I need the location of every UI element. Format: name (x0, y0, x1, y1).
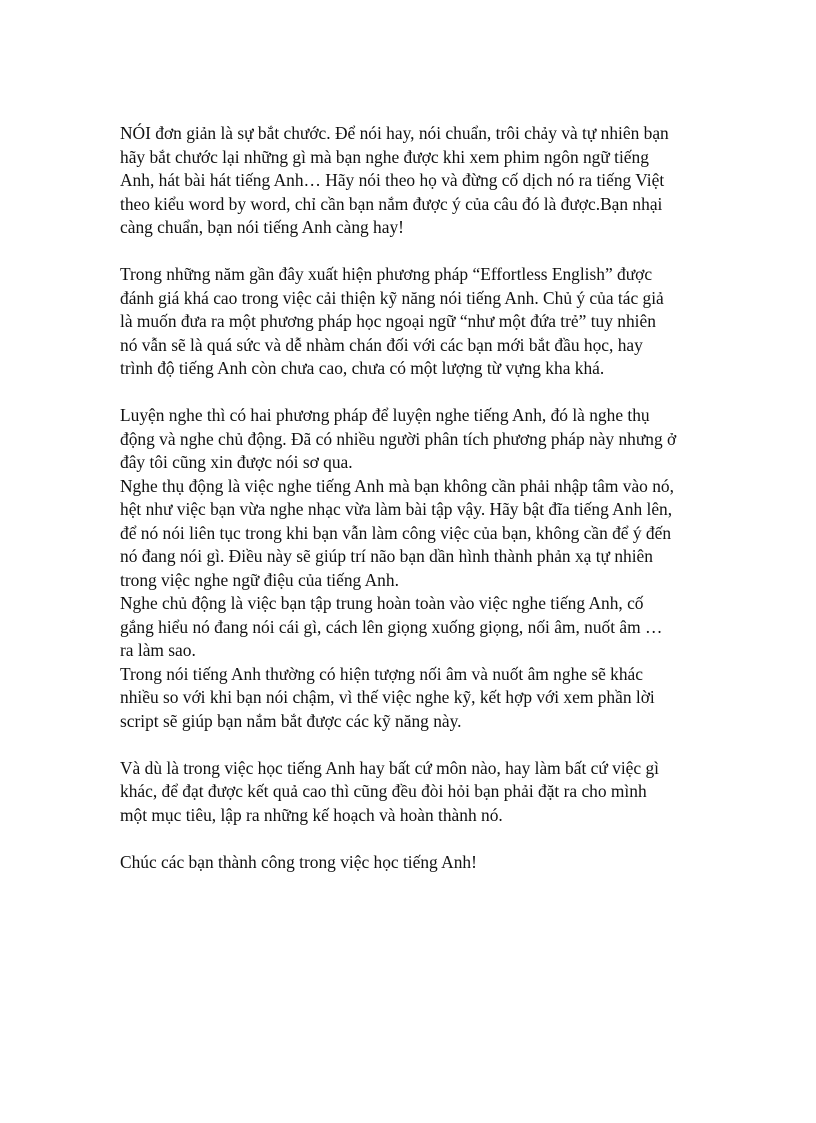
text-line: trong việc nghe ngữ điệu của tiếng Anh. (120, 569, 399, 590)
text-line: khác, để đạt được kết quả cao thì cũng đều đòi hỏi bạn phải đặt ra cho mình (120, 781, 647, 801)
text-line: Trong nói tiếng Anh thường có hiện tượng nối âm và nuốt âm nghe sẽ khác (120, 663, 643, 684)
paragraph-spacer (120, 381, 720, 405)
text-line: trình độ tiếng Anh còn chưa cao, chưa có một lượng từ vựng kha khá. (120, 358, 605, 378)
text-line: hệt như việc bạn vừa nghe nhạc vừa làm bài tập vậy. Hãy bật đĩa tiếng Anh lên, (120, 499, 673, 519)
paragraph-goals (120, 757, 720, 828)
text-line: một mục tiêu, lập ra những kế hoạch và hoàn thành nó. (120, 804, 503, 825)
text-line: càng chuẩn, bạn nói tiếng Anh càng hay! (120, 217, 404, 237)
document-body (120, 122, 720, 874)
text-line: là muốn đưa ra một phương pháp học ngoại ngữ “như một đứa trẻ” tuy nhiên (120, 311, 656, 331)
text-line: theo kiểu word by word, chỉ cần bạn nắm được ý của câu đó là được.Bạn nhại (120, 193, 663, 214)
text-line: Trong những năm gần đây xuất hiện phương pháp “Effortless English” được (120, 264, 653, 284)
text-line: Chúc các bạn thành công trong việc học tiếng Anh! (120, 851, 477, 872)
text-line: đây tôi cũng xin được nói sơ qua. (120, 452, 353, 472)
paragraph-imitation (120, 122, 720, 240)
paragraph-spacer (120, 827, 720, 851)
paragraph-effortless-english (120, 263, 720, 381)
text-line: NÓI đơn giản là sự bắt chước. Để nói hay, nói chuẩn, trôi chảy và tự nhiên bạn (120, 123, 669, 143)
text-line: để nó nói liên tục trong khi bạn vẫn làm công việc của bạn, không cần để ý đến (120, 522, 672, 543)
text-line: động và nghe chủ động. Đã có nhiều người phân tích phương pháp này nhưng ở (120, 428, 677, 449)
paragraph-spacer (120, 240, 720, 264)
text-line: Nghe chủ động là việc bạn tập trung hoàn toàn vào việc nghe tiếng Anh, cố (120, 593, 644, 613)
text-line: nó vẫn sẽ là quá sức và dễ nhàm chán đối với các bạn mới bắt đầu học, hay (120, 334, 643, 355)
text-line: đánh giá khá cao trong việc cải thiện kỹ năng nói tiếng Anh. Chủ ý của tác giả (120, 287, 664, 308)
text-line: ra làm sao. (120, 640, 196, 660)
paragraph-closing (120, 851, 720, 875)
text-line: Và dù là trong việc học tiếng Anh hay bất cứ môn nào, hay làm bất cứ việc gì (120, 757, 659, 778)
text-line: script sẽ giúp bạn nắm bắt được các kỹ năng này. (120, 710, 462, 731)
text-line: hãy bắt chước lại những gì mà bạn nghe được khi xem phim ngôn ngữ tiếng (120, 146, 649, 167)
text-line: nó đang nói gì. Điều này sẽ giúp trí não bạn dần hình thành phản xạ tự nhiên (120, 546, 653, 566)
text-line: nhiều so với khi bạn nói chậm, vì thế việc nghe kỹ, kết hợp với xem phần lời (120, 687, 655, 707)
text-line: Luyện nghe thì có hai phương pháp để luyện nghe tiếng Anh, đó là nghe thụ (120, 405, 650, 425)
text-line: gắng hiểu nó đang nói cái gì, cách lên giọng xuống giọng, nối âm, nuốt âm … (120, 616, 663, 637)
paragraph-spacer (120, 733, 720, 757)
text-line: Nghe thụ động là việc nghe tiếng Anh mà bạn không cần phải nhập tâm vào nó, (120, 475, 674, 496)
paragraph-listening-methods (120, 404, 720, 733)
text-line: Anh, hát bài hát tiếng Anh… Hãy nói theo họ và đừng cố dịch nó ra tiếng Việt (120, 170, 665, 190)
